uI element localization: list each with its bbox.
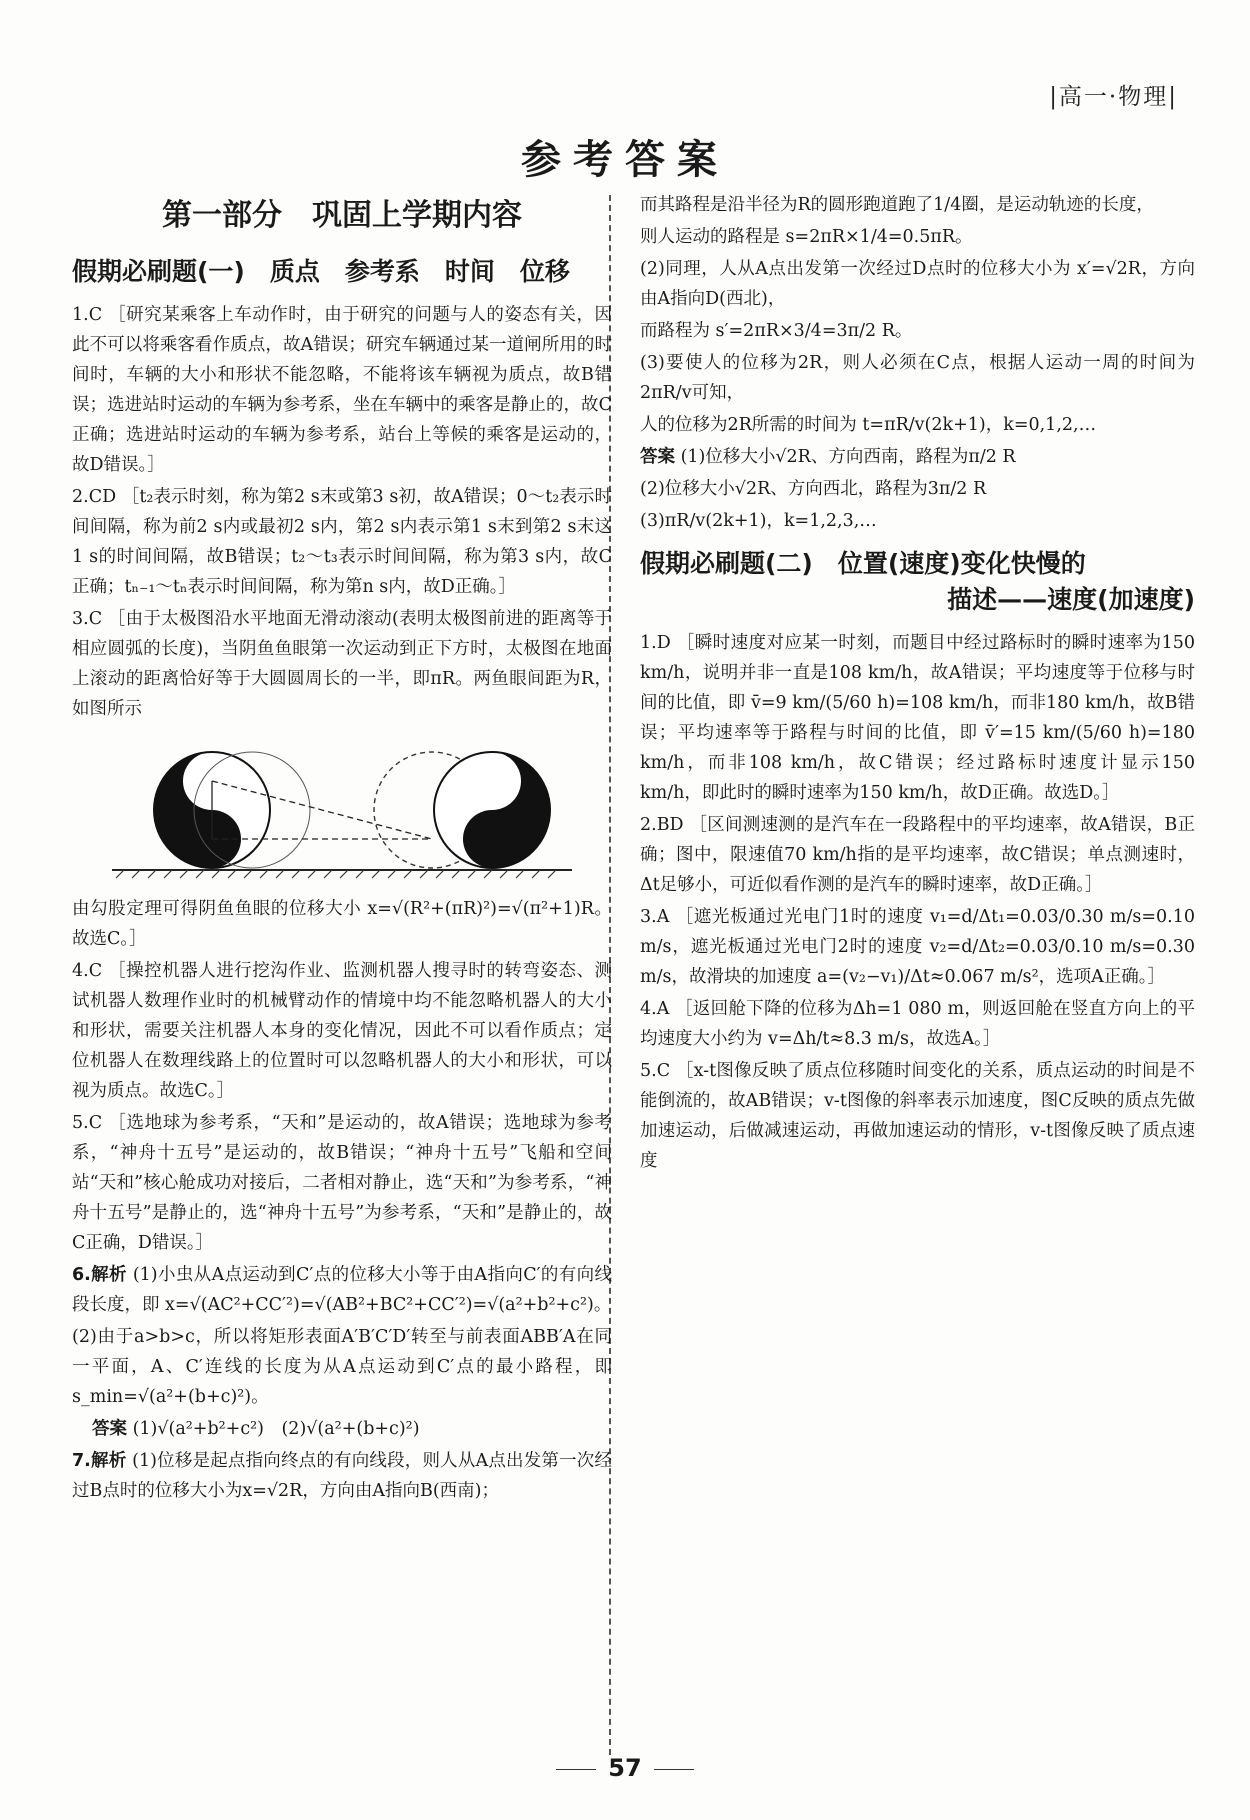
answer-item-7 [72, 1446, 612, 1506]
answer-item-2-5: 5.C ［x-t图像反映了质点位移随时间变化的关系，质点运动的时间是不能倒流的，故AB错误；v-t图像的斜率表示加速度，图C反映的质点先做加速运动，后做减速运动，再做加速运动的情形，v-t图像反映了质点速度 [640, 1061, 1195, 1171]
header-subject-tag: |高一·物理| [1049, 84, 1178, 110]
item7-answer-1 [640, 442, 1195, 472]
item7-cont-1: 而其路程是沿半径为R的圆形跑道跑了1/4圈，是运动轨迹的长度， [640, 195, 1154, 215]
item7-cont-2: 则人运动的路程是 s=2πR×1/4=0.5πR。 [640, 227, 973, 247]
answer-item-3: 3.C ［由于太极图沿水平地面无滑动滚动(表明太极图前进的距离等于相应圆弧的长度)，当阴鱼鱼眼第一次运动到正下方时，太极图在地面上滚动的距离恰好等于大圆圆周长的一半，即πR。两鱼眼间距为R，如图所示 [72, 609, 612, 719]
item6-answer-text: (1)√(a²+b²+c²) (2)√(a²+(b+c)²) [132, 1419, 420, 1439]
answer-item-2-3: 3.A ［遮光板通过光电门1时的速度 v₁=d/Δt₁=0.03/0.30 m/s=0.10 m/s，遮光板通过光电门2时的速度 v₂=d/Δt₂=0.03/0.10 m/s=0.30 m/s，故滑块的加速度 a=(v₂−v₁)/Δt≈0.067 m/s²，选项A正确。］ [640, 907, 1195, 987]
taiji-right-icon [374, 752, 550, 868]
item7-part1: (1)位移是起点指向终点的有向线段，则人从A点出发第一次经过B点时的位移大小为x=√2R，方向由A指向B(西南)； [72, 1451, 612, 1501]
page-footer [0, 1754, 1250, 1782]
section-title-2-line1: 假期必刷题(二) 位置(速度)变化快慢的 [640, 549, 1086, 578]
item7-answer-3: (3)πR/v(2k+1)，k=1,2,3,… [640, 511, 877, 531]
analysis-label: 7.解析 [72, 1451, 127, 1471]
item7-cont-3: (2)同理，人从A点出发第一次经过D点时的位移大小为 x′=√2R，方向由A指向D(西北)， [640, 259, 1195, 309]
item6-part2: (2)由于a>b>c，所以将矩形表面A′B′C′D′转至与前表面ABB′A在同一平面，A、C′连线的长度为从A点运动到C′点的最小路程，即 s_min=√(a²+(b+c)²)。 [72, 1327, 612, 1407]
analysis-label: 6.解析 [72, 1265, 127, 1285]
footer-rule-left [556, 1769, 596, 1770]
answer-item-5: 5.C ［选地球为参考系，“天和”是运动的，故A错误；选地球为参考系，“神舟十五号”是运动的，故B错误；“神舟十五号”飞船和空间站“天和”核心舱成功对接后，二者相对静止，选“天和”为参考系，“神舟十五号”是静止的，选“神舟十五号”为参考系，“天和”是静止的，故C正确，D错误。］ [72, 1113, 612, 1253]
answer-item-2: 2.CD ［t₂表示时刻，称为第2 s末或第3 s初，故A错误；0～t₂表示时间间隔，称为前2 s内或最初2 s内，第2 s内表示第1 s末到第2 s末这1 s的时间间隔，故B错误；t₂～t₃表示时间间隔，称为第3 s内，故C正确；tₙ₋₁～tₙ表示时间间隔，称为第n s内，故D正确。］ [72, 487, 612, 597]
item7-cont-4: 而路程为 s′=2πR×3/4=3π/2 R。 [640, 321, 913, 341]
item7-answer-2: (2)位移大小√2R、方向西北，路程为3π/2 R [640, 479, 987, 499]
answer-item-6 [72, 1260, 612, 1320]
item7-cont-5: (3)要使人的位移为2R，则人必须在C点，根据人运动一周的时间为2πR/v可知， [640, 353, 1195, 403]
answer-item-1: 1.C ［研究某乘客上车动作时，由于研究的问题与人的姿态有关，因此不可以将乘客看作质点，故A错误；研究车辆通过某一道闸所用的时间时，车辆的大小和形状不能忽略，不能将该车辆视为质点，故B错误；选进站时运动的车辆为参考系，坐在车辆中的乘客是静止的，故C正确；选进站时运动的车辆为参考系，站台上等候的乘客是运动的，故D错误。］ [72, 305, 612, 475]
answer-item-4: 4.C ［操控机器人进行挖沟作业、监测机器人搜寻时的转弯姿态、测试机器人数理作业时的机械臂动作的情境中均不能忽略机器人的大小和形状，需要关注机器人本身的变化情况，因此不可以看作质点；定位机器人在数理线路上的位置时可以忽略机器人的大小和形状，可以视为质点。故选C。］ [72, 961, 612, 1101]
taiji-left-icon [154, 752, 310, 868]
taiji-rolling-figure [102, 730, 582, 890]
section-title-2-line2: 描述——速度(加速度) [947, 585, 1195, 614]
page-number: 57 [608, 1754, 642, 1782]
part-title: 第一部分 巩固上学期内容 [162, 198, 522, 233]
answer-item-2-4: 4.A ［返回舱下降的位移为Δh=1 080 m，则返回舱在竖直方向上的平均速度大小约为 v=Δh/t≈8.3 m/s，故选A。］ [640, 999, 1195, 1049]
item7-answer-1-text: (1)位移大小√2R、方向西南，路程为π/2 R [680, 447, 1016, 467]
item6-answer [72, 1414, 612, 1444]
footer-rule-right [654, 1769, 694, 1770]
right-column [640, 190, 1195, 1178]
section-title-1: 假期必刷题(一) 质点 参考系 时间 位移 [72, 257, 570, 286]
answer-label: 答案 [92, 1419, 127, 1439]
answer-item-2-1: 1.D ［瞬时速度对应某一时刻，而题目中经过路标时的瞬时速率为150 km/h，说明并非一直是108 km/h，故A错误；平均速度等于位移与时间的比值，即 v̄=9 km/(5/60 h)=108 km/h，而非180 km/h，故B错误；平均速率等于路程与时间的比值，即 v̄′=15 km/(5/60 h)=180 km/h，而非108 km/h，故C错误；经过路标时速度计显示150 km/h，即此时的瞬时速率为150 km/h，故D正确。故选D。］ [640, 633, 1195, 803]
answer-label: 答案 [640, 447, 675, 467]
answer-item-3-tail: 由勾股定理可得阴鱼鱼眼的位移大小 x=√(R²+(πR)²)=√(π²+1)R。故选C。］ [72, 899, 612, 949]
answer-item-2-2: 2.BD ［区间测速测的是汽车在一段路程中的平均速率，故A错误，B正确；图中，限速值70 km/h指的是平均速率，故C错误；单点测速时，Δt足够小，可近似看作测的是汽车的瞬时速率，故D正确。］ [640, 815, 1195, 895]
page-title: 参考答案 [521, 136, 729, 183]
section-title-2 [640, 544, 1195, 616]
left-column [72, 190, 612, 1508]
item7-cont-6: 人的位移为2R所需的时间为 t=πR/v(2k+1)，k=0,1,2,… [640, 415, 1097, 435]
item6-part1: (1)小虫从A点运动到C′点的位移大小等于由A指向C′的有向线段长度，即 x=√(AC²+CC′²)=√(AB²+BC²+CC′²)=√(a²+b²+c²)。 [72, 1265, 612, 1315]
